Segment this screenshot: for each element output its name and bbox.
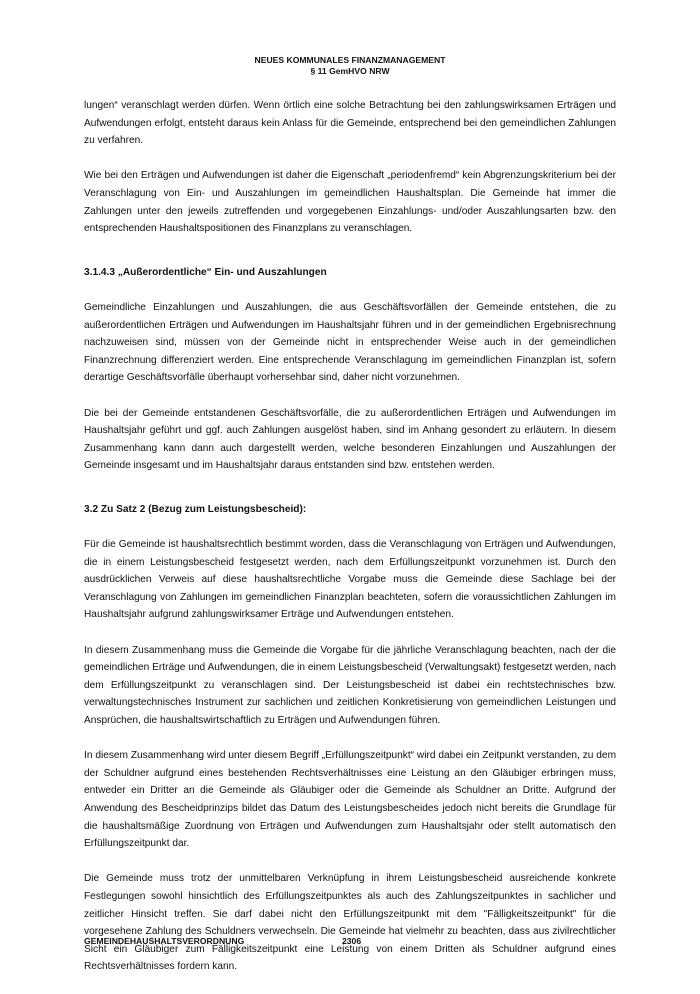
page-footer — [84, 936, 362, 946]
section-heading: 3.1.4.3 „Außerordentliche“ Ein- und Auszahlungen — [84, 266, 327, 278]
paragraph: In diesem Zusammenhang wird unter diesem Begriff „Erfüllungszeitpunkt“ wird dabei ein Zeitpunkt verstanden, zu dem der Schuldner aufgrund eines bestehenden Rechtsverhältnisses eine Leistung an den Gläubiger erbringen muss, entweder ein Dritter an die Gemeinde als Gläubiger oder die Gemeinde als Schuldner an Dritte. Aufgrund der Anwendung des Bescheidprinzips bildet das Datum des Leistungsbescheides jedoch nicht bereits die Grundlage für die haushaltsmäßige Zuordnung von Erträgen und Aufwendungen zum Haushaltsjahr oder stellt automatisch den Erfüllungszeitpunkt dar. — [84, 750, 616, 850]
paragraph: Für die Gemeinde ist haushaltsrechtlich bestimmt worden, dass die Veranschlagung von Erträgen und Aufwendungen, die in einem Leistungsbescheid festgesetzt werden, nach dem Erfüllungszeitpunkt vorzunehmen ist. Durch den ausdrücklichen Verweis auf diese haushaltsrechtliche Vorgabe muss die Gemeinde diese Sachlage bei der Veranschlagung von Zahlungen im gemeindlichen Finanzplan beachteten, sofern die voraussichtlichen Zahlungen im Haushaltsjahr aufgrund zahlungswirksamer Erträge und Aufwendungen entstehen. — [84, 539, 616, 621]
paragraph: Die Gemeinde muss trotz der unmittelbaren Verknüpfung in ihrem Leistungsbescheid ausreichende konkrete Festlegungen sowohl hinsichtlich des Erfüllungszeitpunktes als auch des Zahlungszeitpunktes in sachlicher und zeitlicher Hinsicht treffen. Sie darf dabei nicht den Erfüllungszeitpunkt mit dem "Fälligkeitszeitpunkt" für die vorgesehene Zahlung des Schuldners verwechseln. Die Gemeinde hat vielmehr zu beachten, dass aus zivilrechtlicher Sicht ein Gläubiger zum Fälligkeitszeitpunkt eine Leistung von einem Dritten als Schuldner aufgrund eines Rechtsverhältnisses fordern kann. — [84, 873, 616, 973]
paragraph: Gemeindliche Einzahlungen und Auszahlungen, die aus Geschäftsvorfällen der Gemeinde entstehen, die zu außerordentlichen Erträgen und Aufwendungen im Haushaltsjahr führen und in der gemeindlichen Ergebnisrechnung nachzuweisen sind, müssen von der Gemeinde nicht in entsprechender Weise auch in der gemeindlichen Finanzrechnung differenziert werden. Eine entsprechende Veranschlagung im gemeindlichen Finanzplan ist, sofern derartige Geschäftsvorfälle überhaupt vorhersehbar sind, daher nicht vorzunehmen. — [84, 301, 616, 384]
paragraph: Wie bei den Erträgen und Aufwendungen ist daher die Eigenschaft „periodenfremd“ kein Abgrenzungskriterium bei der Veranschlagung von Ein- und Auszahlungen im gemeindlichen Haushaltsplan. Die Gemeinde hat immer die Zahlungen unter den jeweils zutreffenden und vorgegebenen Einzahlungs- und/oder Auszahlungsarten bzw. den entsprechenden Haushaltspositionen des Finanzplans zu veranschlagen. — [84, 170, 616, 235]
header-title: NEUES KOMMUNALES FINANZMANAGEMENT — [254, 55, 446, 65]
page-number: 2306 — [342, 936, 362, 946]
page-header — [0, 55, 700, 77]
paragraph: In diesem Zusammenhang muss die Gemeinde die Vorgabe für die jährliche Veranschlagung beachten, nach der die gemeindlichen Erträge und Aufwendungen, die in einem Leistungsbescheid (Verwaltungsakt) festgesetzt werden, nach dem Erfüllungszeitpunkt zu veranschlagen sind. Der Leistungsbescheid ist dabei ein rechtstechnisches bzw. verwaltungstechnisches Instrument zur sachlichen und zeitlichen Konkretisierung von gemeindlichen Leistungen und Ansprüchen, die haushaltswirtschaftlich zu Erträgen und Aufwendungen führen. — [84, 644, 616, 726]
footer-label: GEMEINDEHAUSHALTSVERORDNUNG — [84, 936, 245, 946]
paragraph: lungen“ veranschlagt werden dürfen. Wenn örtlich eine solche Betrachtung bei den zahlungswirksamen Erträgen und Aufwendungen erfolgt, entsteht daraus kein Anlass für die Gemeinde, entsprechend bei den gemeindlichen Zahlungen zu verfahren. — [84, 100, 616, 147]
section-heading: 3.2 Zu Satz 2 (Bezug zum Leistungsbescheid): — [84, 503, 307, 515]
header-subtitle: § 11 GemHVO NRW — [310, 66, 390, 76]
page-content — [84, 97, 616, 994]
paragraph: Die bei der Gemeinde entstandenen Geschäftsvorfälle, die zu außerordentlichen Erträgen und Aufwendungen im Haushaltsjahr geführt und ggf. auch Zahlungen ausgelöst haben, sind im Anhang gesondert zu erläutern. In diesem Zusammenhang kann dann auch dargestellt werden, welche besonderen Einzahlungen und Auszahlungen der Gemeinde insgesamt und im Haushaltsjahr daraus entstanden sind bzw. entstehen werden. — [84, 407, 616, 472]
